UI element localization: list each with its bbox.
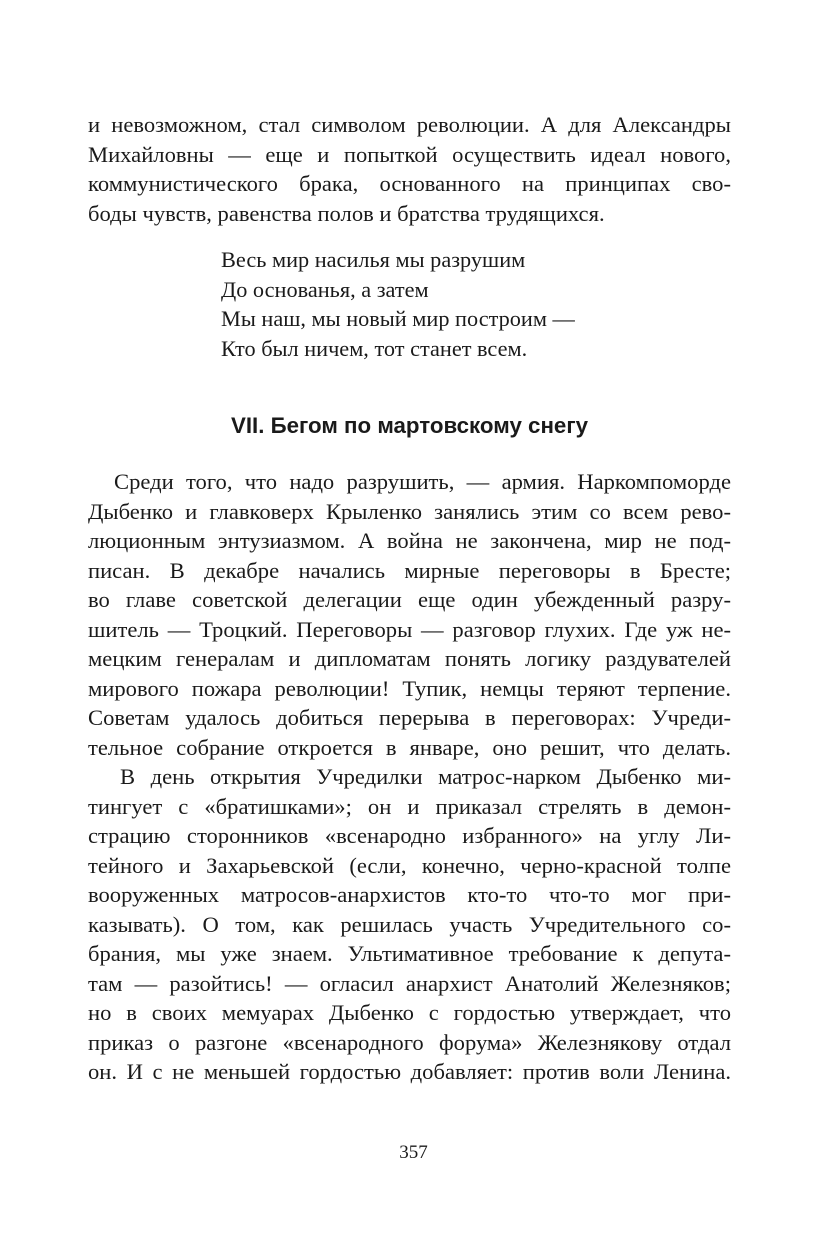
text-line: Михайловны — еще и попыткой осуществить идеал нового,: [88, 141, 731, 167]
text-line: Советам удалось добиться перерыва в переговорах: Учреди-: [88, 705, 731, 730]
text-line: страцию сторонников «всенародно избранного» на углу Ли-: [88, 823, 731, 848]
text-line: приказ о разгоне «всенародного форума» Железнякову отдал: [88, 1029, 731, 1055]
text-line: мецким генералам и дипломатам понять логику раздувателей: [88, 646, 731, 671]
text-line: он. И с не меньшей гордостью добавляет: против воли Ленина.: [88, 1059, 731, 1084]
text-line: коммунистического брака, основанного на принципах сво-: [88, 171, 731, 196]
text-line: шитель — Троцкий. Переговоры — разговор глухих. Где уж не-: [88, 616, 731, 642]
text-line: тельное собрание откроется в январе, оно решит, что делать.: [88, 734, 731, 760]
page-body: [88, 110, 731, 1087]
text-line: и невозможном, стал символом революции. А для Александры: [88, 112, 731, 137]
text-line: во главе советской делегации еще один убежденный разру-: [88, 587, 731, 612]
text-line: вооруженных матросов-анархистов кто-то что-то мог при-: [88, 882, 731, 907]
paragraph-1: [88, 467, 731, 762]
verse-line: Кто был ничем, тот станет всем.: [221, 335, 528, 361]
text-line: казывать). О том, как решилась участь Учредительного со-: [88, 911, 731, 937]
text-line: Среди того, что надо разрушить, — армия. Наркомпоморде: [114, 469, 731, 494]
text-line: мирового пожара революции! Тупик, немцы теряют терпение.: [88, 675, 731, 701]
text-line: люционным энтузиазмом. А война не закончена, мир не под-: [88, 528, 731, 553]
verse-line: Мы наш, мы новый мир построим —: [221, 306, 575, 331]
page-number: 357: [399, 1142, 428, 1163]
verse-line: Весь мир насилья мы разрушим: [221, 247, 526, 272]
text-line: там — разойтись! — огласил анархист Анатолий Железняков;: [88, 970, 731, 996]
text-line: тингует с «братишками»; он и приказал стрелять в демон-: [88, 793, 731, 819]
verse-line: До основанья, а затем: [221, 276, 429, 302]
text-line: тейного и Захарьевской (если, конечно, черно-красной толпе: [88, 852, 731, 878]
verse-block: [221, 245, 731, 363]
chapter-heading: VII. Бегом по мартовскому снегу: [230, 413, 589, 438]
text-line: писан. В декабре начались мирные переговоры в Бресте;: [88, 557, 731, 583]
intro-paragraph: [88, 110, 731, 228]
text-line: В день открытия Учредилки матрос-нарком Дыбенко ми-: [120, 764, 731, 789]
text-line: но в своих мемуарах Дыбенко с гордостью утверждает, что: [88, 1000, 731, 1025]
text-line: боды чувств, равенства полов и братства трудящихся.: [88, 200, 605, 226]
text-line: Дыбенко и главковерх Крыленко занялись этим со всем рево-: [88, 498, 731, 524]
paragraph-2: [88, 762, 731, 1087]
text-line: брания, мы уже знаем. Ультимативное требование к депута-: [88, 941, 731, 966]
